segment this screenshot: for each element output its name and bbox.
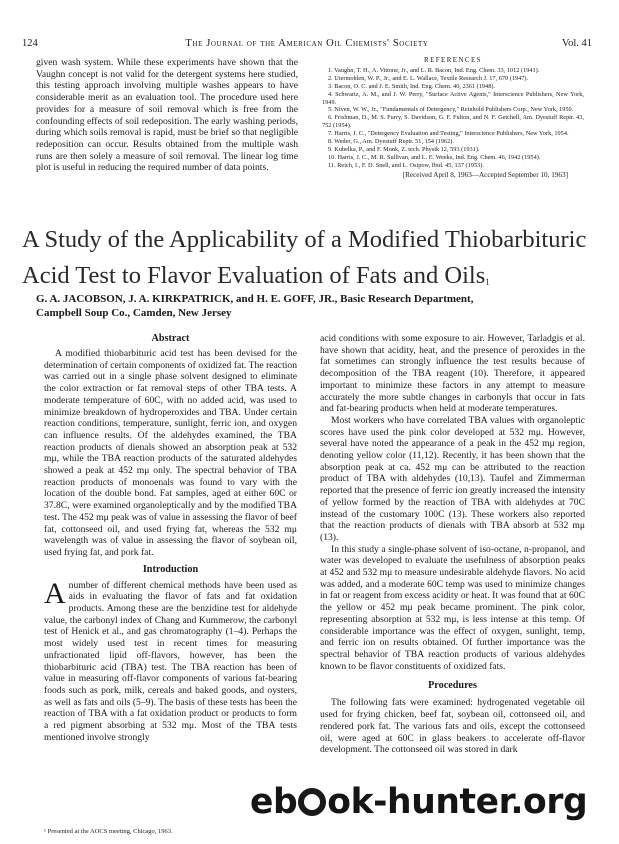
reference-item: 3. Bacon, O. C. and J. E. Smith, Ind. Eng. Chem. 40, 2361 (1948). xyxy=(328,82,496,90)
received-date: [Received April 8, 1963—Accepted September 10, 1963] xyxy=(402,170,568,179)
abstract-heading: Abstract xyxy=(151,333,190,344)
reference-item: 8. Weder, G., Am. Dyestuff Reptr. 51, 154 (1962). xyxy=(328,138,454,146)
title-line-1: A Study of the Applicability of a Modified Thiobarbituric xyxy=(22,226,587,253)
reference-item: 7. Harris, J. C., "Detergency Evaluation and Testing," Interscience Publishers, New York, 1954. xyxy=(328,130,569,138)
title-footnote-mark: 1 xyxy=(485,277,490,287)
reference-item: 6. Frishman, D., M. S. Furry, S. Davidson, G. F. Fulton, and N. F. Getchell, Am. Dyestuff Reptr. 43, 752 (1954). xyxy=(322,114,584,130)
title-line-2-text: Acid Test to Flavor Evaluation of Fats and Oils xyxy=(22,262,486,289)
watermark-part-1: eb xyxy=(250,782,298,822)
procedures-heading: Procedures xyxy=(428,680,477,692)
body-paragraph: In this study a single-phase solvent of iso-octane, n-propanol, and water was developed to evaluate the usefulness of absorption peaks at 452 and 532 mμ to measure undesirable aldehyde flavors. No acid was added, and a moderate 60C temp was used to minimize changes in fat or reagent from excess acidity or heat. It was found that at 60C the yellow or 452 mμ peak became prominent. The pink color, representing absorption at 532 mμ, is less intense at this temp. Of considerable importance was the effect of oxygen, sunlight, temp, and ferric ion on results obtained. Of further importance was the spectral behavior of TBA reaction products of various aldehydes known to be flavor constituents of oxidized fats. xyxy=(320,543,585,672)
abstract-text: A modified thiobarbituric acid test has been devised for the determination of certain components of oxidized fat. The reaction was carried out in a single phase solvent designed to eliminate the color extraction or fat removal steps of other TBA tests. A moderate temperature of 60C, with no added acid, was used to minimize breakdown of hydroperoxides and TBA. Under certain reaction conditions, temperature, sunlight, ferric ion, and oxygen can influence results. Of the aldehydes examined, the TBA reaction products of dienals showed an absorption peak at 532 mμ, while the TBA reaction products of the saturated aldehydes showed a peak at 452 mμ only. The spectral behavior of TBA reaction products of monoenals was found to vary with the location of the double bond. Fat samples, aged at either 60C or 37.8C, were examined organoleptically and by the modified TBA test. The 452 mμ peak was of value in assessing the flavor of beef fat, cottonseed oil, and used frying fat, whereas the 532 mμ wavelength was of value in assessing the flavor of soybean oil, used frying fat, and pork fat. xyxy=(44,348,297,558)
left-column xyxy=(44,333,297,744)
drop-cap: A xyxy=(44,576,66,610)
reference-item: 11. Reich, I., F. D. Snell, and L. Osipow, Ibid. 45, 137 (1953). xyxy=(328,161,484,169)
page-number: 124 xyxy=(22,38,38,49)
title-line-2 xyxy=(22,258,612,294)
watermark-o-icon xyxy=(298,788,326,816)
references-heading: REFERENCES xyxy=(424,56,482,64)
reference-item: 9. Kubelka, P., and F. Munk, Z. tech. Physik 12, 593 (1931). xyxy=(328,145,480,153)
right-column xyxy=(320,333,585,756)
references-section xyxy=(322,57,584,180)
authors xyxy=(36,293,556,320)
procedures-text: The following fats were examined: hydrogenated vegetable oil used for frying chicken, beef fat, soybean oil, cottonseed oil, and rendered pork fat. The various fats and oils, except the cottonseed oil, were aged at 60C in glass beakers to accelerate off-flavor development. The cottonseed oil was stored in dark xyxy=(320,697,585,756)
footnote: ¹ Presented at the AOCS meeting, Chicago, 1963. xyxy=(44,828,173,835)
reference-item: 1. Vaughn, T. H., A. Vittone, Jr., and L. R. Bacon, Ind. Eng. Chem. 33, 1012 (1941). xyxy=(328,66,540,74)
reference-item: 2. Utermohlen, W. P., Jr., and E. L. Wallace, Textile Research J. 17, 670 (1947). xyxy=(328,74,529,82)
authors-line-1: G. A. JACOBSON, J. A. KIRKPATRICK, and H. E. GOFF, JR., Basic Research Department, xyxy=(36,293,474,305)
reference-item: 4. Schwartz, A. M., and J. W. Perry, "Surface Active Agents," Interscience Publishers, New York, 1949. xyxy=(322,90,584,106)
volume-label: Vol. 41 xyxy=(561,38,592,49)
body-paragraph: Most workers who have correlated TBA values with organoleptic scores have used the pink color developed at 532 mμ. However, several have noted the appearance of a peak in the 452 mμ region, denoting yellow color (11,12). Recently, it has been shown that the absorption peak at ca. 452 mμ can be attributed to the reaction product of TBA with aldehydes (10,13). Taufel and Zimmerman reported that the presence of ferric ion greatly increased the intensity of yellow formed by the reaction of TBA with aldehydes at 70C instead of the customary 100C (13). These workers also reported that the reaction products of dienals with TBA absorb at 532 mμ (13). xyxy=(320,414,585,543)
previous-article-text: given wash system. While these experiments have shown that the Vaughn concept is not valid for the detergent systems here studied, this testing approach involving multiple washes appears to have considerable merit as an evaluation tool. The procedure used here provides for a measure of soil removal which is free from the confounding effects of soil redeposition. The early washing periods, during which soils removal is rapid, must be brief so that negligible redeposition can occur. Results obtained from the multiple wash runs are then solely a measure of soil removal. The linear log time plot is useful in reducing the required number of data points. xyxy=(36,57,298,174)
watermark xyxy=(250,782,619,822)
article-title xyxy=(22,222,612,294)
introduction-heading: Introduction xyxy=(142,563,199,575)
journal-title: The Journal of the American Oil Chemists' Society xyxy=(185,38,429,49)
running-head xyxy=(22,38,592,52)
authors-line-2: Campbell Soup Co., Camden, New Jersey xyxy=(36,306,232,319)
reference-item: 10. Harris, J. C., M. R. Sullivan, and L. E. Weeks, Ind. Eng. Chem. 46, 1942 (1954). xyxy=(328,153,541,161)
introduction-text: number of different chemical methods have been used as aids in evaluating the flavor of fats and fat oxidation products. Among these are the benzidine test for aldehyde value, the carbonyl index of Chang and Kummerow, the carbonyl test of Henick et al., and gas chromatography (1–4). Perhaps the most widely used test in recent times for measuring unfractionated lipid off-flavors, however, has been the thiobarbituric acid (TBA) test. The TBA reaction has been of value in measuring off-flavor components of various fat-bearing foods such as pork, milk, cereals and baked goods, and oysters, as well as fats and oils (5–9). The basis of these tests has been the reaction of TBA with a fat oxidation product or products to form a red pigment absorbing at 532 mμ. Most of the TBA tests mentioned involve strongly xyxy=(44,579,297,743)
watermark-part-2: ok-hunter.org xyxy=(327,782,588,822)
introduction-paragraph xyxy=(44,576,297,744)
body-paragraph: acid conditions with some exposure to air. However, Tarladgis et al. have shown that acidity, heat, and the presence of peroxides in the fat sometimes can strongly influence the test results because of decomposition of the TBA reagent (10). Therefore, it appeared important to minimize these factors in any attempt to measure accurately the more subtle changes in carbonyls that occur in fats and fat-bearing products when held at moderate temperatures. xyxy=(320,333,585,415)
reference-item: 5. Niven, W. W., Jr., "Fundamentals of Detergency," Reinhold Publishers Corp., New York, 1950. xyxy=(328,106,574,114)
